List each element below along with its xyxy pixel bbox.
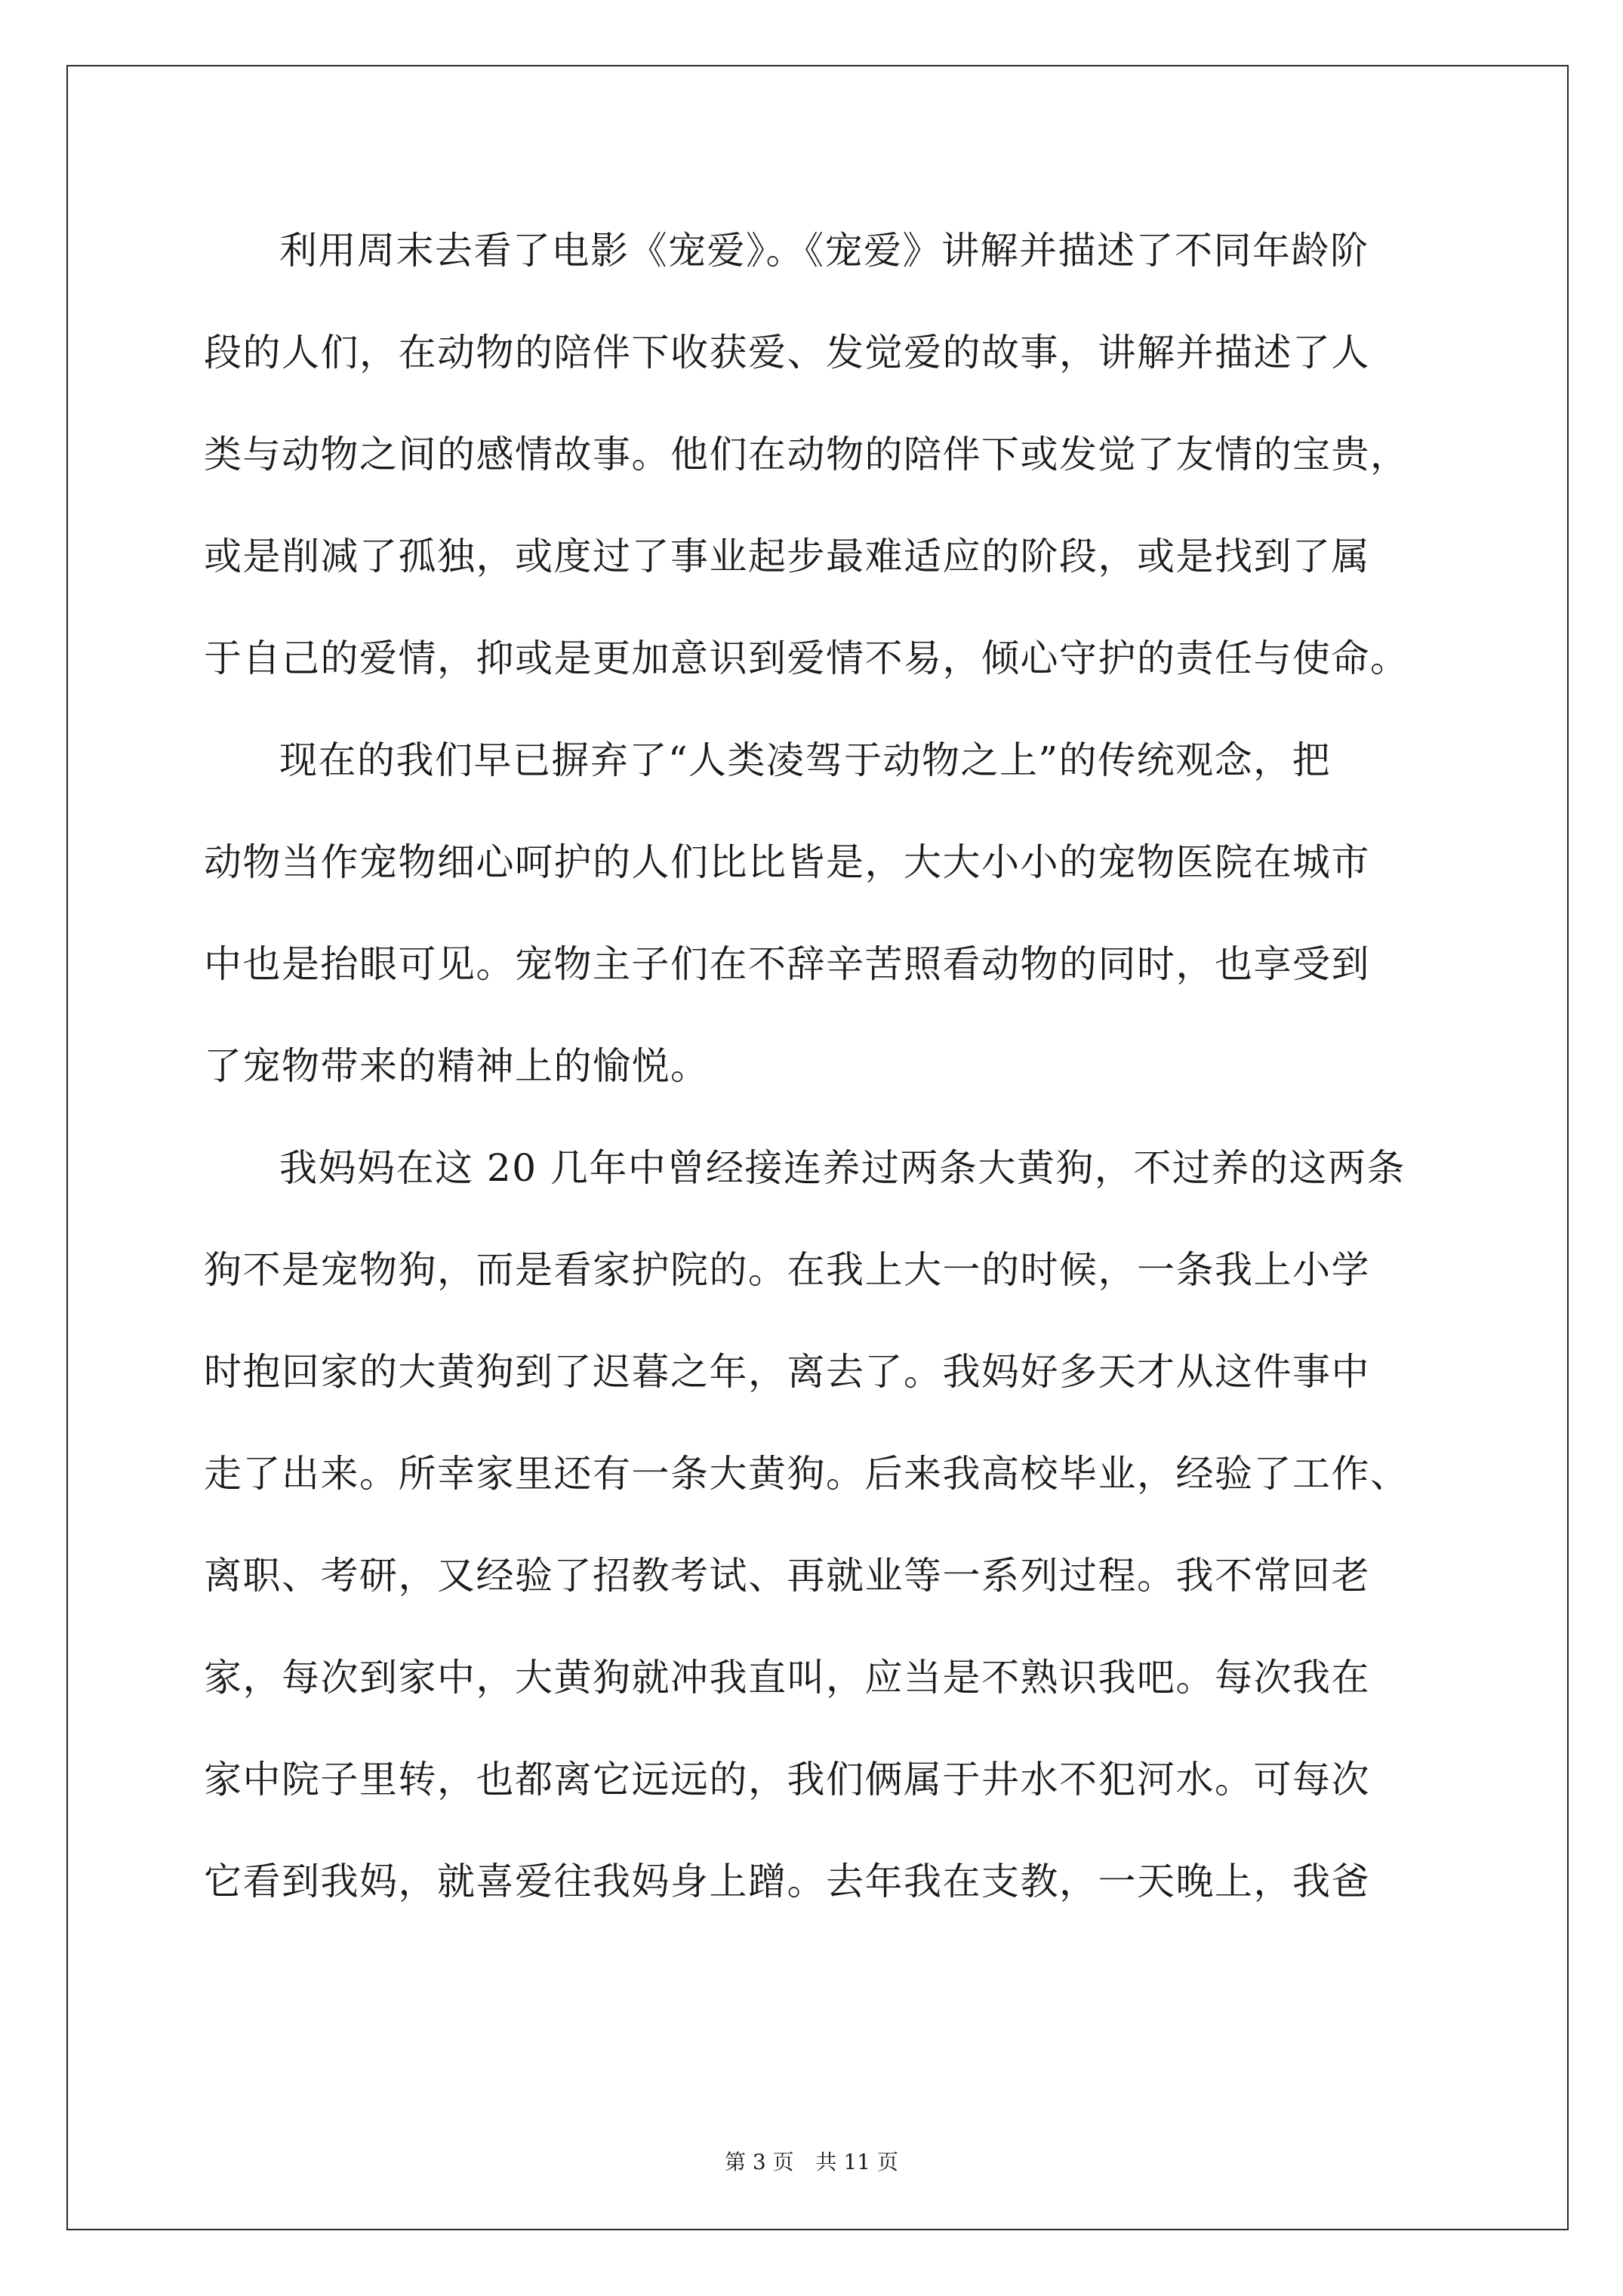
page-number: 第 3 页 xyxy=(725,2150,794,2174)
paragraph-3-line-6: 家，每次到家中，大黄狗就冲我直叫，应当是不熟识我吧。每次我在 xyxy=(204,1656,1370,1700)
paragraph-1-line-5: 于自己的爱情，抑或是更加意识到爱情不易，倾心守护的责任与使命。 xyxy=(204,636,1409,680)
paragraph-1-line-2: 段的人们，在动物的陪伴下收获爱、发觉爱的故事，讲解并描述了人 xyxy=(204,331,1370,374)
paragraph-2-line-2: 动物当作宠物细心呵护的人们比比皆是，大大小小的宠物医院在城市 xyxy=(204,840,1370,884)
paragraph-3-line-5: 离职、考研，又经验了招教考试、再就业等一系列过程。我不常回老 xyxy=(204,1554,1370,1598)
paragraph-3-line-7: 家中院子里转，也都离它远远的，我们俩属于井水不犯河水。可每次 xyxy=(204,1758,1370,1801)
paragraph-3-line-1: 我妈妈在这 20 几年中曾经接连养过两条大黄狗，不过养的这两条 xyxy=(279,1146,1406,1190)
paragraph-3-line-8: 它看到我妈，就喜爱往我妈身上蹭。去年我在支教，一天晚上，我爸 xyxy=(204,1860,1370,1903)
paragraph-3-line-2: 狗不是宠物狗，而是看家护院的。在我上大一的时候，一条我上小学 xyxy=(204,1248,1370,1292)
paragraph-2-line-1: 现在的我们早已摒弃了“人类凌驾于动物之上”的传统观念，把 xyxy=(279,738,1332,782)
paragraph-1-line-4: 或是削减了孤独，或度过了事业起步最难适应的阶段，或是找到了属 xyxy=(204,535,1370,578)
paragraph-2-line-4: 了宠物带来的精神上的愉悦。 xyxy=(204,1044,710,1088)
paragraph-2-line-3: 中也是抬眼可见。宠物主子们在不辞辛苦照看动物的同时，也享受到 xyxy=(204,942,1370,986)
page-total: 共 11 页 xyxy=(815,2150,898,2174)
paragraph-3-line-4: 走了出来。所幸家里还有一条大黄狗。后来我高校毕业，经验了工作、 xyxy=(204,1452,1409,1496)
paragraph-1-line-3: 类与动物之间的感情故事。他们在动物的陪伴下或发觉了友情的宝贵， xyxy=(204,433,1409,476)
paragraph-3-line-3: 时抱回家的大黄狗到了迟暮之年，离去了。我妈好多天才从这件事中 xyxy=(204,1350,1370,1394)
paragraph-1-line-1: 利用周末去看了电影《宠爱》。《宠爱》讲解并描述了不同年龄阶 xyxy=(279,229,1369,273)
page-footer xyxy=(0,2146,1623,2176)
